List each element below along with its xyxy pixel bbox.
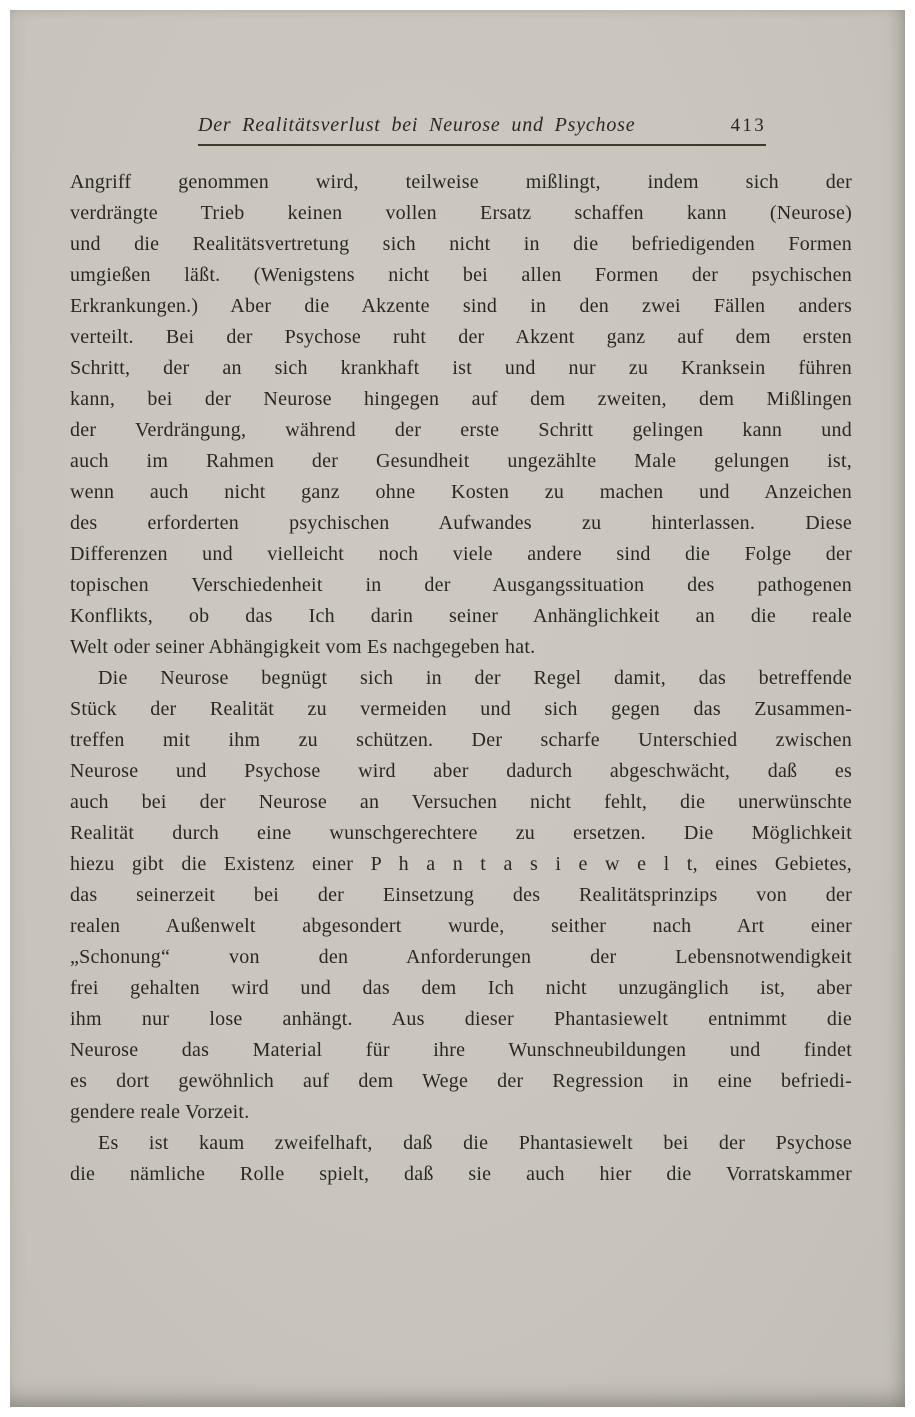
text-line: Welt oder seiner Abhängigkeit vom Es nachgegeben hat. — [70, 636, 536, 658]
text-line: der Verdrängung, während der erste Schritt gelingen kann und — [70, 419, 852, 441]
text-line: es dort gewöhnlich auf dem Wege der Regression in eine befriedi- — [70, 1070, 852, 1092]
text-line: Die Neurose begnügt sich in der Regel damit, das betreffende — [98, 667, 852, 689]
text-line: treffen mit ihm zu schützen. Der scharfe Unterschied zwischen — [70, 729, 852, 751]
text-line: verteilt. Bei der Psychose ruht der Akzent ganz auf dem ersten — [70, 326, 852, 348]
text-line: hiezu gibt die Existenz einer P h a n t a s i e w e l t, eines Gebietes, — [70, 853, 852, 875]
text-line: realen Außenwelt abgesondert wurde, seither nach Art einer — [70, 915, 852, 937]
text-line: gendere reale Vorzeit. — [70, 1101, 250, 1123]
text-line: Angriff genommen wird, teilweise mißlingt, indem sich der — [70, 171, 852, 193]
text-line: Schritt, der an sich krankhaft ist und nur zu Kranksein führen — [70, 357, 852, 379]
text-line: Differenzen und vielleicht noch viele andere sind die Folge der — [70, 543, 852, 565]
text-line: ihm nur lose anhängt. Aus dieser Phantasiewelt entnimmt die — [70, 1008, 852, 1030]
text-line: frei gehalten wird und das dem Ich nicht unzugänglich ist, aber — [70, 977, 852, 999]
text-line: verdrängte Trieb keinen vollen Ersatz schaffen kann (Neurose) — [70, 202, 852, 224]
text-line: die nämliche Rolle spielt, daß sie auch hier die Vorratskammer — [70, 1163, 852, 1185]
text-line: kann, bei der Neurose hingegen auf dem zweiten, dem Mißlingen — [70, 388, 852, 410]
text-line: Realität durch eine wunschgerechtere zu ersetzen. Die Möglichkeit — [70, 822, 852, 844]
text-line: wenn auch nicht ganz ohne Kosten zu machen und Anzeichen — [70, 481, 852, 503]
text-line: Stück der Realität zu vermeiden und sich gegen das Zusammen- — [70, 698, 852, 720]
running-head-title: Der Realitätsverlust bei Neurose und Psychose — [198, 114, 636, 136]
text-line: „Schonung“ von den Anforderungen der Lebensnotwendigkeit — [70, 946, 852, 968]
running-head — [198, 114, 766, 146]
text-line: Es ist kaum zweifelhaft, daß die Phantasiewelt bei der Psychose — [98, 1132, 852, 1154]
text-line: und die Realitätsvertretung sich nicht in die befriedigenden Formen — [70, 233, 852, 255]
text-line: umgießen läßt. (Wenigstens nicht bei allen Formen der psychischen — [70, 264, 852, 286]
text-line: Erkrankungen.) Aber die Akzente sind in den zwei Fällen anders — [70, 295, 852, 317]
paper-background — [10, 10, 905, 1407]
text-line: des erforderten psychischen Aufwandes zu hinterlassen. Diese — [70, 512, 852, 534]
page-number: 413 — [730, 115, 766, 136]
text-line: auch bei der Neurose an Versuchen nicht fehlt, die unerwünschte — [70, 791, 852, 813]
text-block — [70, 114, 852, 1190]
text-line: auch im Rahmen der Gesundheit ungezählte Male gelungen ist, — [70, 450, 852, 472]
text-line: Konflikts, ob das Ich darin seiner Anhänglichkeit an die reale — [70, 605, 852, 627]
text-line: Neurose das Material für ihre Wunschneubildungen und findet — [70, 1039, 852, 1061]
text-line: das seinerzeit bei der Einsetzung des Realitätsprinzips von der — [70, 884, 852, 906]
text-line: Neurose und Psychose wird aber dadurch abgeschwächt, daß es — [70, 760, 852, 782]
page-body — [70, 167, 852, 1190]
text-line: topischen Verschiedenheit in der Ausgangssituation des pathogenen — [70, 574, 852, 596]
